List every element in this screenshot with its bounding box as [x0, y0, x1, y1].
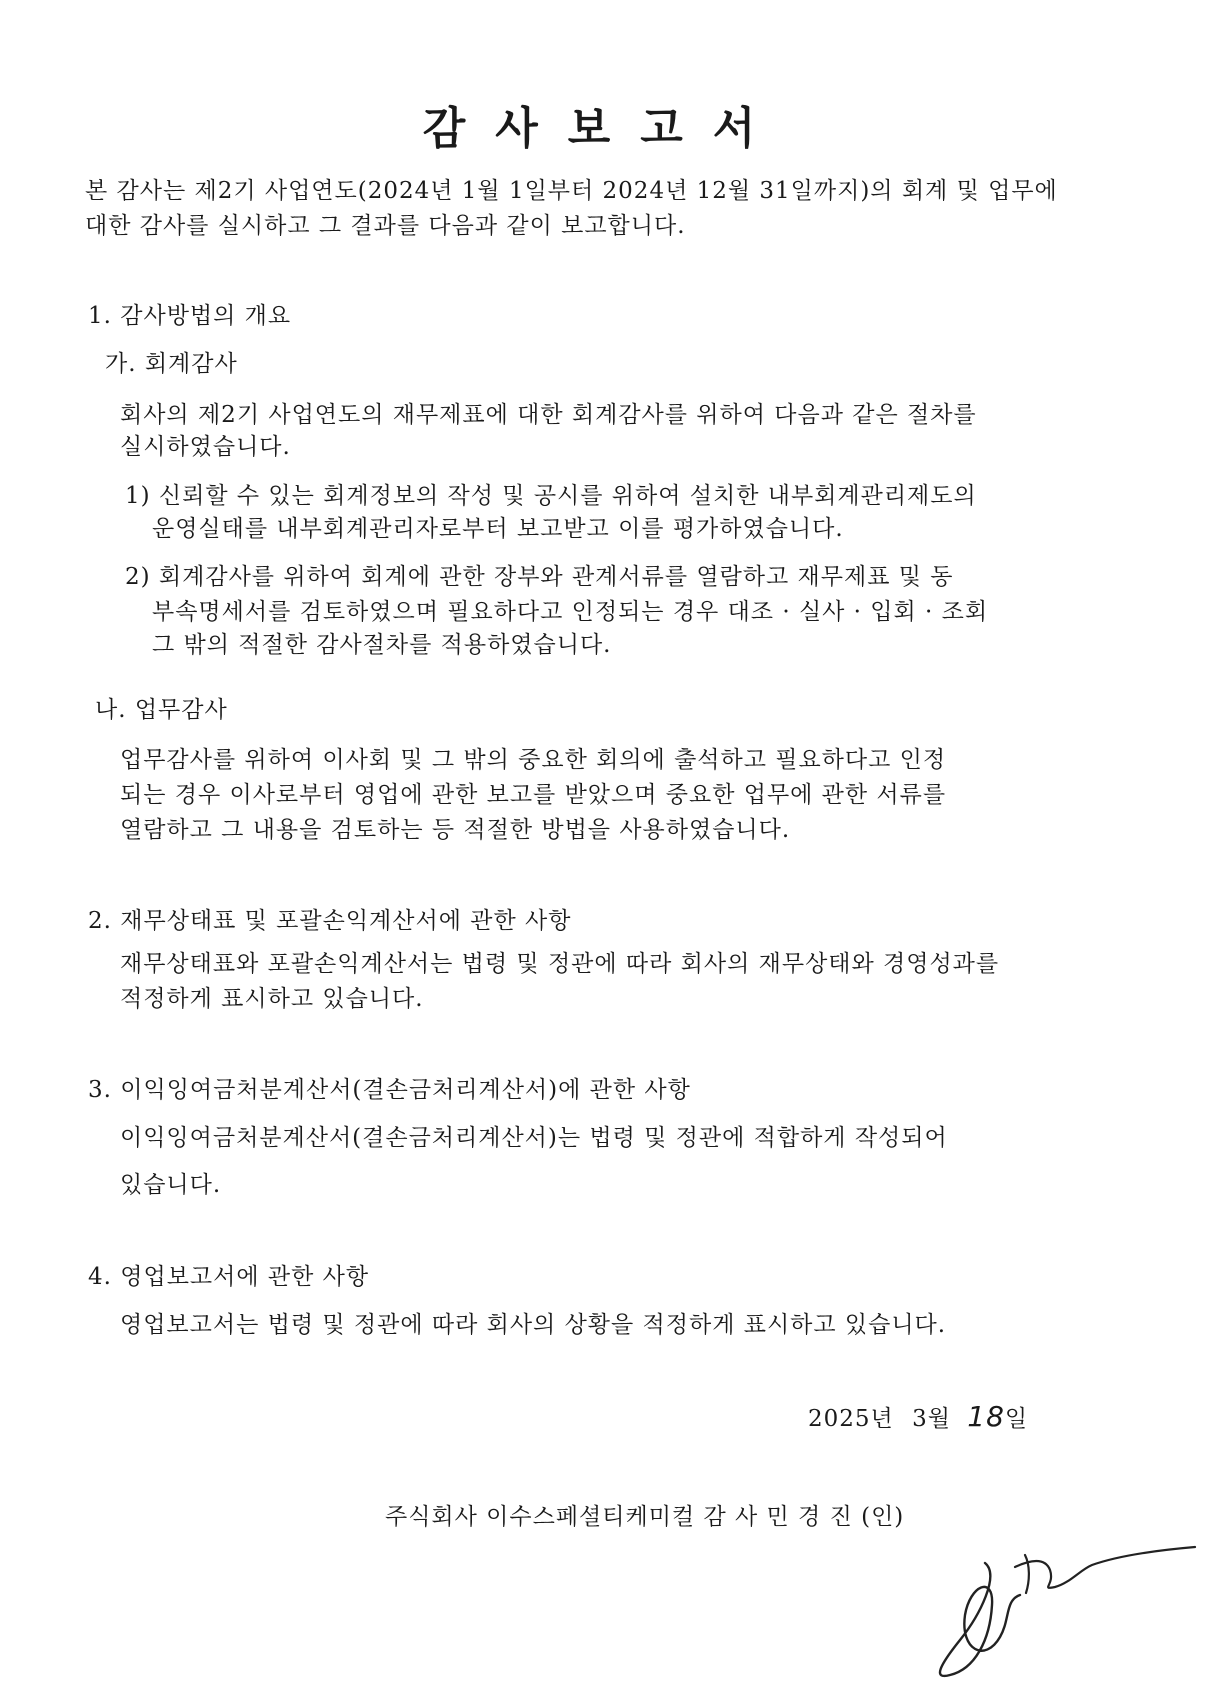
section-1-na-body-1: 업무감사를 위하여 이사회 및 그 밖의 중요한 회의에 출석하고 필요하다고 인정 [120, 747, 947, 773]
signer-line: 주식회사 이수스페셜티케미컬 감 사 민 경 진 (인) [385, 1504, 905, 1530]
section-1-ga-item-1-line-1: 1) 신뢰할 수 있는 회계정보의 작성 및 공시를 위하여 설치한 내부회계관리제도의 [125, 483, 977, 509]
document-title: 감사보고서 [422, 103, 786, 154]
section-1-na-heading: 나. 업무감사 [95, 697, 228, 723]
section-1-ga-item-2-line-2: 부속명세서를 검토하였으며 필요하다고 인정되는 경우 대조 · 실사 · 입회 · 조회 [152, 599, 989, 625]
date-year: 2025년 [808, 1406, 894, 1432]
date-day-handwritten: 18 [967, 1400, 1005, 1433]
date-day-suffix: 일 [1004, 1406, 1029, 1432]
section-1-na-body-2: 되는 경우 이사로부터 영업에 관한 보고를 받았으며 중요한 업무에 관한 서류를 [120, 782, 947, 808]
section-2-body-2: 적정하게 표시하고 있습니다. [120, 986, 424, 1012]
section-4-body-1: 영업보고서는 법령 및 정관에 따라 회사의 상황을 적정하게 표시하고 있습니다. [120, 1312, 947, 1338]
section-3-heading: 3. 이익잉여금처분계산서(결손금처리계산서)에 관한 사항 [88, 1077, 691, 1103]
section-1-ga-body-1: 회사의 제2기 사업연도의 재무제표에 대한 회계감사를 위하여 다음과 같은 절차를 [120, 402, 977, 428]
section-1-na-body-3: 열람하고 그 내용을 검토하는 등 적절한 방법을 사용하였습니다. [120, 817, 791, 843]
section-1-ga-body-2: 실시하였습니다. [120, 434, 291, 460]
date-month: 3월 [912, 1406, 951, 1432]
section-2-heading: 2. 재무상태표 및 포괄손익계산서에 관한 사항 [88, 908, 572, 934]
section-3-body-2: 있습니다. [120, 1172, 222, 1198]
report-date [808, 1400, 1028, 1433]
section-2-body-1: 재무상태표와 포괄손익계산서는 법령 및 정관에 따라 회사의 재무상태와 경영성과를 [120, 951, 1000, 977]
section-1-heading: 1. 감사방법의 개요 [88, 303, 292, 329]
section-4-heading: 4. 영업보고서에 관한 사항 [88, 1264, 370, 1290]
intro-line-1: 본 감사는 제2기 사업연도(2024년 1월 1일부터 2024년 12월 31일까지)의 회계 및 업무에 [85, 178, 1058, 204]
section-1-ga-heading: 가. 회계감사 [105, 351, 238, 377]
section-3-body-1: 이익잉여금처분계산서(결손금처리계산서)는 법령 및 정관에 적합하게 작성되어 [120, 1125, 948, 1151]
intro-line-2: 대한 감사를 실시하고 그 결과를 다음과 같이 보고합니다. [85, 213, 686, 239]
section-1-ga-item-2-line-1: 2) 회계감사를 위하여 회계에 관한 장부와 관계서류를 열람하고 재무제표 및 동 [125, 564, 954, 590]
section-1-ga-item-1-line-2: 운영실태를 내부회계관리자로부터 보고받고 이를 평가하였습니다. [152, 516, 844, 542]
section-1-ga-item-2-line-3: 그 밖의 적절한 감사절차를 적용하였습니다. [152, 632, 612, 658]
handwritten-signature [930, 1545, 1200, 1685]
